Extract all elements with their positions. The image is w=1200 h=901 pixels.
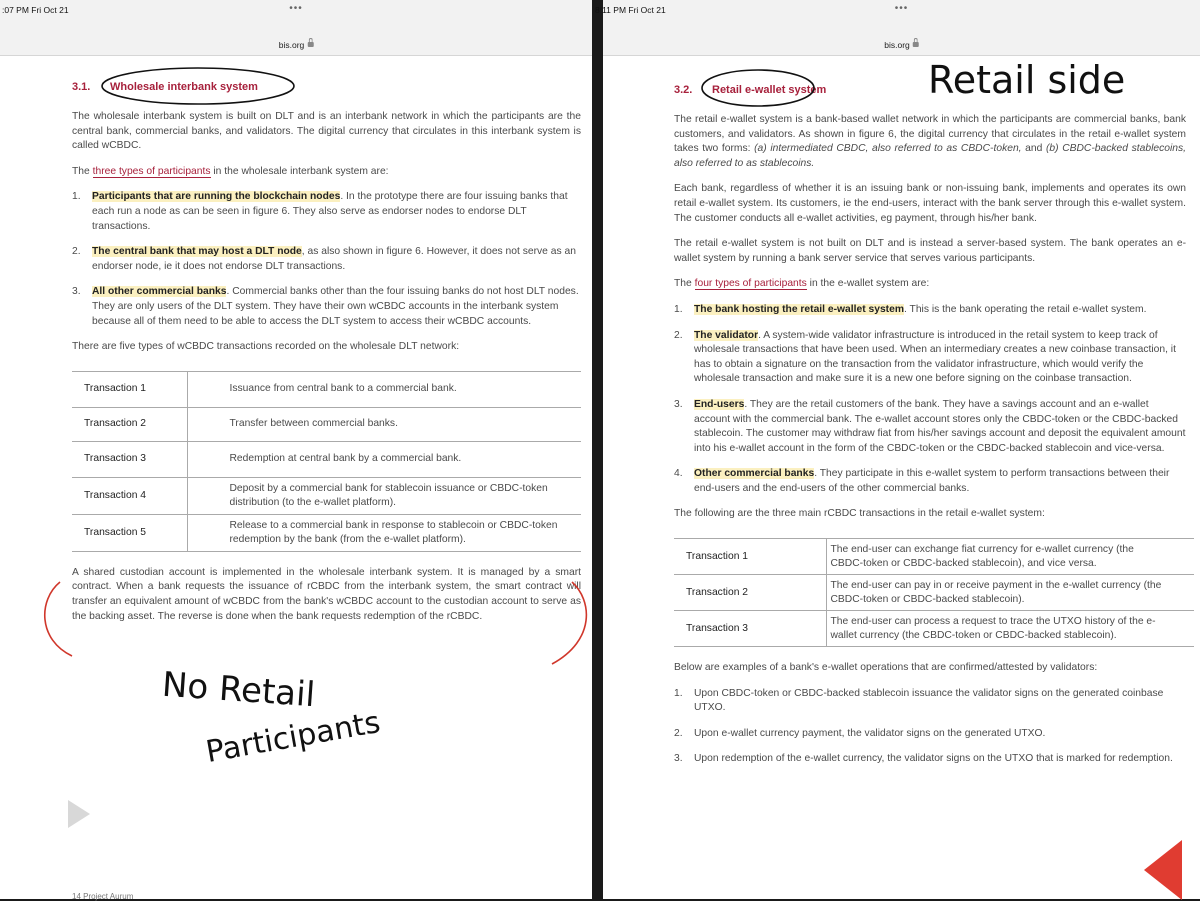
section-title: Wholesale interbank system: [110, 80, 258, 93]
multitasking-dots-icon[interactable]: •••: [894, 3, 909, 14]
list-item: 3. End-users. They are the retail customers of the bank. They have a savings account and an e-wallet account with the commercial bank. The e-wallet account stores only the CBDC-token or the CBDC-backed stablecoin. The customer may withdraw fiat from his/her savings account and deposit the equivalent amount into his e-wallet account in the form of the CBDC-token or the CBDC-backed stablecoin and vice-versa.: [674, 398, 1186, 454]
list-item: 1. Upon CBDC-token or CBDC-backed stablecoin issuance the validator signs on the generated coinbase UTXO.: [674, 687, 1164, 714]
highlighted-term: Participants that are running the blockchain nodes: [92, 191, 341, 203]
intro-paragraph: The retail e-wallet system is a bank-based wallet network in which the participants are commercial banks, bank customers, and validators. As shown in figure 6, the digital currency that circulates in the retail e-wallet system takes two forms: (a) intermediated CBDC, also referred to as CBDC-token, and (b) CBDC-backed stablecoins, also referred to as stablecoins.: [674, 114, 1186, 169]
page-footer: 14 Project Aurum: [72, 892, 134, 901]
table-row: Transaction 1 Issuance from central bank to a commercial bank.: [72, 371, 581, 407]
annotation-layer: [603, 0, 1200, 899]
play-icon[interactable]: [68, 800, 90, 828]
table-row: Transaction 5 Release to a commercial bank in response to stablecoin or CBDC-token redemption by the bank (from the e-wallet platform).: [72, 514, 581, 551]
list-item: 3. All other commercial banks. Commercial banks other than the four issuing banks do not host DLT nodes. They are only users of the DLT system. They have their own wCBDC accounts in the interbank system because all of them need to be able to access the DLT system to access their wCBDC accounts.: [72, 286, 579, 327]
examples-intro: Below are examples of a bank's e-wallet operations that are confirmed/attested by validators:: [674, 662, 1098, 674]
circle-annotation: [702, 70, 814, 106]
list-item: 2. The central bank that may host a DLT node, as also shown in figure 6. However, it does not serve as an endorser node, ie it does not endorse DLT transactions.: [72, 246, 576, 272]
multitasking-dots-icon[interactable]: •••: [289, 3, 303, 14]
section-number: 3.1.: [72, 80, 91, 93]
left-browser-pane: [0, 0, 592, 899]
table-row: Transaction 2 Transfer between commercial banks.: [72, 407, 581, 441]
left-bracket-annotation: [45, 582, 72, 656]
right-browser-pane: [595, 0, 1200, 899]
list-item: 4. Other commercial banks. They participate in this e-wallet system to perform transactions between their end-users and the end-users of the other commercial banks.: [674, 468, 1170, 494]
handwritten-note: No Retail: [160, 664, 317, 716]
handwritten-note: Retail side: [928, 58, 1126, 102]
list-item: 2. Upon e-wallet currency payment, the validator signs on the generated UTXO.: [674, 727, 1046, 739]
section-title: Retail e-wallet system: [712, 83, 827, 96]
highlighted-phrase: three types of participants: [92, 165, 211, 177]
banks-paragraph: Each bank, regardless of whether it is an issuing bank or non-issuing bank, implements and operates its own retail e-wallet system. Its customers, ie the end-users, interact with the bank server through this e-wallet system. The customer conducts all e-wallet activities, eg payment, through his/her bank.: [674, 183, 1186, 224]
table-row: Transaction 4 Deposit by a commercial bank for stablecoin issuance or CBDC-token distribution (to the e-wallet platform).: [72, 477, 581, 514]
list-item: 2. The validator. A system-wide validator infrastructure is introduced in the retail system to keep track of wholesale transactions that have been used. When an intermediary creates a new coinbase transaction, it has to obtain a signature on the transaction from the validator infrastructure, which would verify the wholesale transaction and make sure it is a new one before signing on the coinbase transaction.: [674, 329, 1176, 385]
circle-annotation: [102, 68, 294, 104]
table-row: Transaction 1 The end-user can exchange fiat currency for e-wallet currency (the CBDC-token or CBDC-backed stablecoin), and vice versa.: [674, 539, 1194, 575]
table-row: Transaction 3 Redemption at central bank by a commercial bank.: [72, 441, 581, 477]
highlighted-term: The bank hosting the retail e-wallet system: [694, 303, 904, 315]
intro-paragraph: The wholesale interbank system is built on DLT and is an interbank network in which the participants are the central bank, commercial banks, and validators. The digital currency that circulates in this interbank system is called wCBDC.: [72, 111, 581, 152]
right-bracket-annotation: [552, 582, 586, 664]
highlighted-phrase: four types of participants: [694, 278, 807, 290]
url-text: bis.org: [884, 40, 910, 50]
server-paragraph: The retail e-wallet system is not built on DLT and is instead a server-based system. The bank operates an e-wallet system by running a bank server service that serves various participants.: [674, 238, 1186, 264]
status-time: :07 PM Fri Oct 21: [2, 5, 69, 15]
url-text: bis.org: [278, 40, 305, 50]
highlighted-term: The central bank that may host a DLT node: [92, 246, 302, 258]
table-row: Transaction 3 The end-user can process a request to trace the UTXO history of the e-wallet currency (the CBDC-token or CBDC-backed stablecoin).: [674, 611, 1194, 647]
table-intro: There are five types of wCBDC transactions recorded on the wholesale DLT network:: [72, 341, 460, 353]
page-corner-icon[interactable]: [1144, 840, 1182, 900]
handwritten-note: Participants: [203, 704, 383, 771]
section-number: 3.2.: [674, 83, 693, 96]
status-time: 8:11 PM Fri Oct 21: [595, 5, 666, 15]
table-row: Transaction 2 The end-user can pay in or receive payment in the e-wallet currency (the CBDC-token or CBDC-backed stablecoin).: [674, 575, 1194, 611]
list-item: 3. Upon redemption of the e-wallet currency, the validator signs on the UTXO that is marked for redemption.: [674, 753, 1173, 765]
list-item: 1. Participants that are running the blockchain nodes. In the prototype there are four issuing banks that each run a node as can be seen in figure 6. They also serve as endorser nodes to endorse DLT transactions.: [72, 191, 568, 232]
participants-intro: The three types of participants in the wholesale interbank system are:: [72, 165, 389, 177]
highlighted-term: The validator: [694, 329, 759, 341]
highlighted-term: All other commercial banks: [92, 286, 227, 298]
highlighted-term: Other commercial banks: [694, 468, 815, 480]
annotation-layer: [0, 0, 592, 899]
participants-intro: The four types of participants in the e-wallet system are:: [674, 278, 930, 290]
table-intro: The following are the three main rCBDC transactions in the retail e-wallet system:: [674, 508, 1045, 520]
custodian-paragraph: A shared custodian account is implemented in the wholesale interbank system. It is managed by a smart contract. When a bank requests the issuance of rCBDC from the interbank system, the smart contract will transfer an equivalent amount of wCBDC from the bank's wCBDC account to the custodian account to serve as the backing asset. The reverse is done when the bank requests redemption of the rCBDC.: [72, 566, 581, 622]
highlighted-term: End-users: [694, 398, 745, 410]
list-item: 1. The bank hosting the retail e-wallet system. This is the bank operating the retail e-wallet system.: [674, 303, 1147, 315]
